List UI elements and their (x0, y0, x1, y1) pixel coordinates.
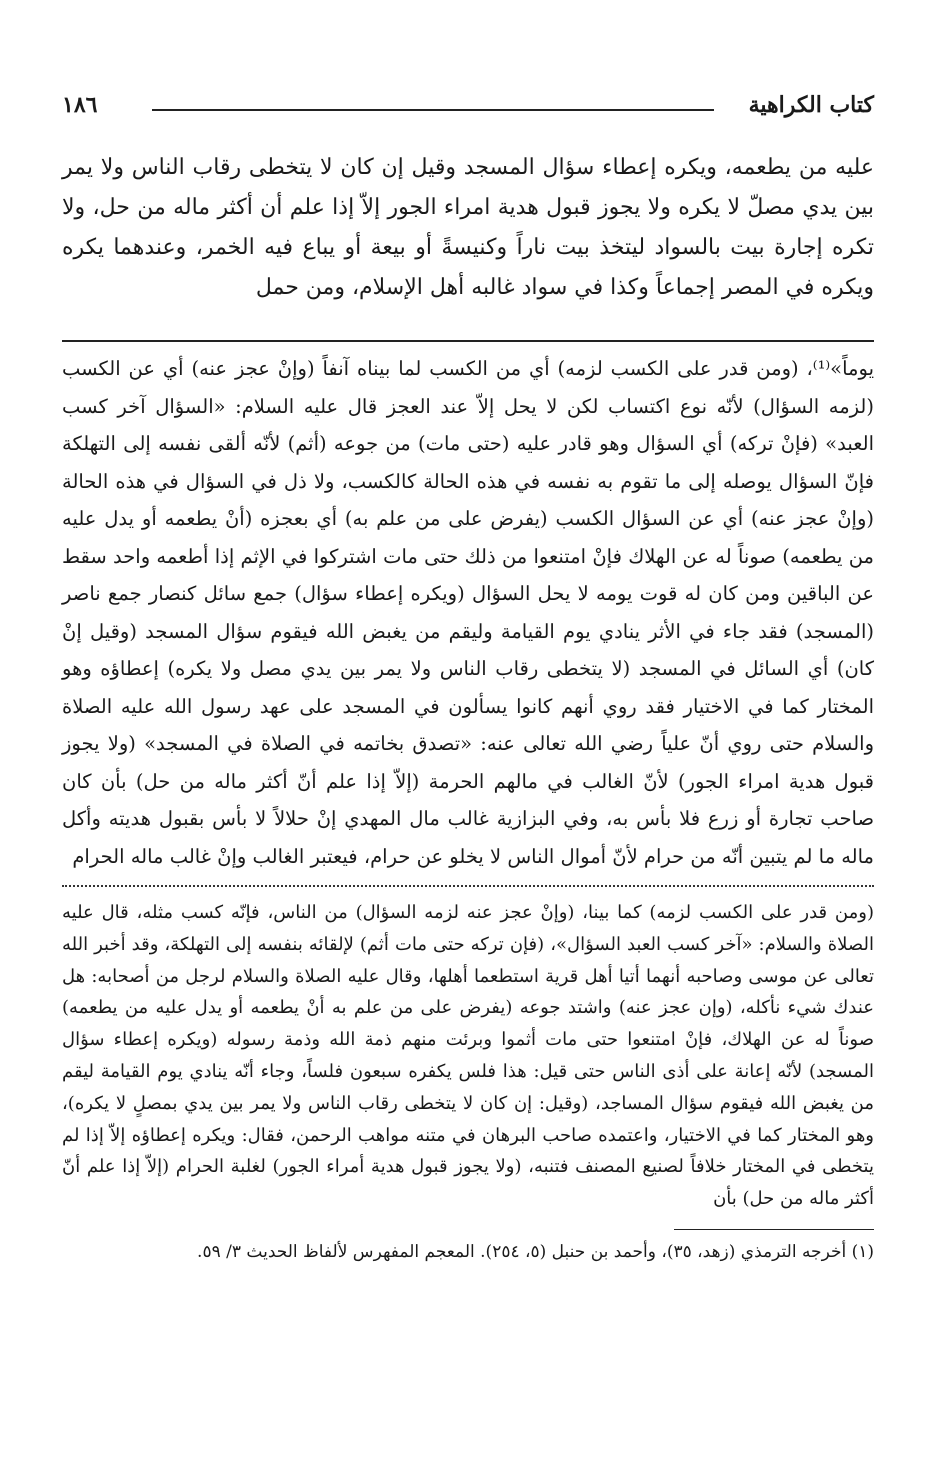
page-number: ١٨٦ (62, 92, 98, 118)
page-header (62, 88, 874, 132)
page (62, 88, 874, 1266)
footnote-text: (١) أخرجه الترمذي (زهد، ٣٥)، وأحمد بن حنبل (٥، ٢٥٤). المعجم المفهرس لألفاظ الحديث ٣/ ٥٩. (197, 1241, 874, 1262)
separator-solid (62, 340, 874, 342)
hashiya-paragraph: (ومن قدر على الكسب لزمه) كما بينا، (وإنْ عجز عنه لزمه السؤال) من الناس، فإنّه كسب مثله، قال عليه الصلاة والسلام: «آخر كسب العبد السؤال»، (فإن تركه حتى مات أثم) لإلقائه بنفسه إلى التهلكة، وقد أخبر الله تعالى عن موسى وصاحبه أنهما أتيا أهل قرية استطعما أهلها، وقال عليه الصلاة والسلام لرجل من أصحابه: هل عندك شيء نأكله، (وإن عجز عنه) واشتد جوعه (يفرض على من علم به أنْ يطعمه أو يدل عليه من يطعمه) صوناً له عن الهلاك، فإنْ امتنعوا حتى مات أثموا وبرئت منهم ذمة الله وذمة رسوله (ويكره إعطاء سؤال المسجد) لأنّه إعانة على أذى الناس حتى قيل: هذا فلس يكفره سبعون فلساً، وجاء أنّه ينادي يوم القيامة ليقم من يغبض الله فيقوم سؤال المساجد، (وقيل: إن كان لا يتخطى رقاب الناس ولا يمر بين يدي بمصلٍ لا يكره)، وهو المختار كما في الاختيار، واعتمده صاحب البرهان في متنه مواهب الرحمن، فقال: ويكره إعطاؤه إلاّ إذا لم يتخطى في المختار خلافاً لصنيع المصنف فتنبه، (ولا يجوز قبول هدية أمراء الجور) لغلبة الحرام (إلاّ إذا علم أنّ أكثر ماله من حل) بأن (62, 902, 874, 1210)
hashiya-text (62, 897, 874, 1215)
header-rule (152, 109, 714, 111)
sharh-paragraph: يوماً»⁽¹⁾، (ومن قدر على الكسب لزمه) أي من الكسب لما بيناه آنفاً (وإنْ عجز عنه) أي عن الكسب (لزمه السؤال) لأنّه نوع اكتساب لكن لا يحل إلاّ عند العجز قال عليه السلام: «السؤال آخر كسب العبد» (فإنْ تركه) أي السؤال وهو قادر عليه (حتى مات) من جوعه (أثم) لأنّه ألقى نفسه إلى التهلكة فإنّ السؤال يوصله إلى ما تقوم به نفسه في هذه الحالة كالكسب، ولا ذل في السؤال في هذه الحالة (وإنْ عجز عنه) أي عن السؤال الكسب (يفرض على من علم به) أي بعجزه (أنْ يطعمه أو يدل عليه من يطعمه) صوناً له عن الهلاك فإنْ امتنعوا من ذلك حتى مات اشتركوا في الإثم إذا أطعمه واحد سقط عن الباقين ومن كان له قوت يومه لا يحل السؤال (ويكره إعطاء سؤال) جمع سائل كنصار جمع ناصر (المسجد) فقد جاء في الأثر ينادي يوم القيامة وليقم من يغبض الله فيقوم سؤال المسجد (وقيل إنْ كان) أي السائل في المسجد (لا يتخطى رقاب الناس ولا يمر بين يدي مصل ولا يكره) إعطاؤه وهو المختار كما في الاختيار فقد روي أنهم كانوا يسألون في المسجد على عهد رسول الله عليه الصلاة والسلام حتى روي أنّ علياً رضي الله تعالى عنه: «تصدق بخاتمه في الصلاة في المسجد» (ولا يجوز قبول هدية امراء الجور) لأنّ الغالب في مالهم الحرمة (إلاّ إذا علم أنّ أكثر ماله من حل) بأن كان صاحب تجارة أو زرع فلا بأس به، وفي البزازية غالب مال المهدي إنْ حلالاً لا بأس بقبول هديته وأكل ماله ما لم يتبين أنّه من حرام لأنّ أموال الناس لا يخلو عن حرام، فيعتبر الغالب وإنْ غالب ماله الحرام (62, 357, 874, 868)
book-title: كتاب الكراهية (748, 92, 874, 118)
separator-dotted (62, 885, 874, 887)
matn-text (62, 148, 874, 308)
matn-paragraph: عليه من يطعمه، ويكره إعطاء سؤال المسجد وقيل إن كان لا يتخطى رقاب الناس ولا يمر بين يدي مصلّ لا يكره ولا يجوز قبول هدية امراء الجور إلاّ إذا علم أن أكثر ماله من حل، ولا تكره إجارة بيت بالسواد ليتخذ بيت ناراً وكنيسةً أو بيعة أو يباع فيه الخمر، وعندهما يكره ويكره في المصر إجماعاً وكذا في سواد غالبه أهل الإسلام، ومن حمل (62, 155, 874, 300)
footnote (62, 1238, 874, 1266)
footnote-separator (674, 1229, 874, 1230)
sharh-text (62, 350, 874, 875)
